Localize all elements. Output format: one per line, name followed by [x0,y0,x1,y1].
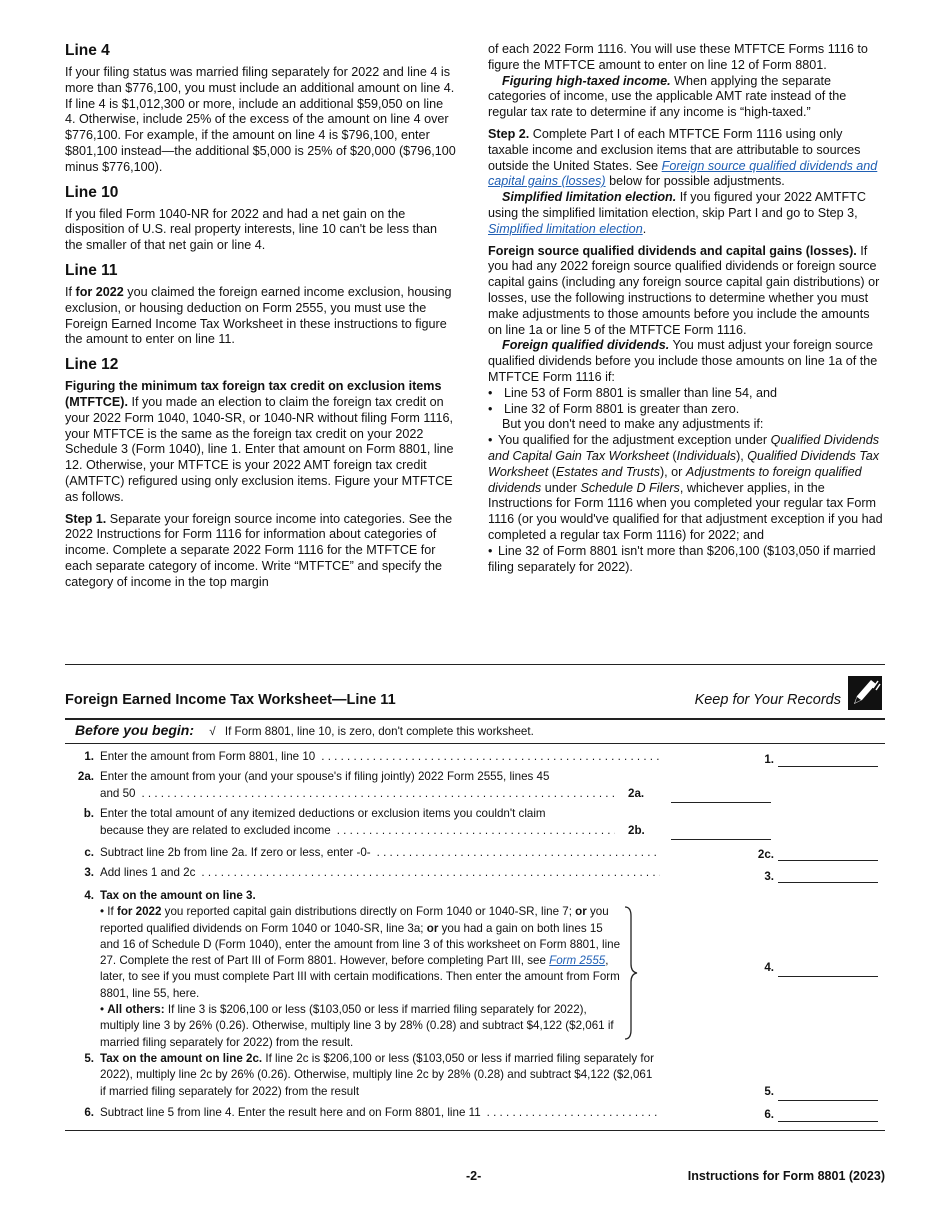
paragraph [65,285,457,348]
text-run: Line 11 [65,261,118,279]
line-1-entry[interactable] [778,766,878,767]
emphasis-text: Qualified Dividends and Capital Gain Tax Worksheet [488,433,880,463]
text-run: You qualified for the adjustment exception under [498,433,771,448]
before-you-begin [75,722,534,740]
paragraph [488,42,886,74]
line-number: b. [83,807,94,820]
right-column [488,42,886,575]
line-2a-entry[interactable] [671,802,771,803]
emphasis-text: All others: [107,1003,165,1017]
line-text: Enter the amount from Form 8801, line 10 [100,750,316,763]
worksheet-rule [65,743,885,744]
footer-title: Instructions for Form 8801 (2023) [687,1169,885,1183]
emphasis-text: Foreign source qualified dividends and capital gains (losses). [488,243,857,258]
line-text: Enter the total amount of any itemized deductions or exclusion items you couldn't claim [100,807,546,820]
line-text: Subtract line 5 from line 4. Enter the result here and on Form 8801, line 11 [100,1106,481,1119]
text-run: Line 4 [65,42,110,59]
left-column [65,42,457,591]
line-number: 4. [84,889,94,902]
line-number: 2a. [77,770,94,783]
dot-leader [201,865,660,881]
paragraph [488,338,886,385]
line-label: 1. [764,753,774,766]
section-heading [65,42,457,60]
emphasis-text: or [575,905,587,919]
bullet-item [488,433,886,544]
emphasis-text: for 2022 [75,284,124,299]
before-you-begin-label: Before you begin: [75,722,195,738]
paragraph [488,74,886,121]
emphasis-text: Step 1. [65,511,107,526]
paragraph [488,244,886,339]
text-run: Line 12 [65,356,119,374]
text-run: you reported capital gain distributions directly on Form 1040 or 1040-SR, line 7; [161,905,576,919]
paragraph [488,190,886,237]
emphasis-text: Estates and Trusts [555,464,660,479]
line-label: 2a. [628,787,645,800]
text-run: If you had any 2022 foreign source qualified dividends or foreign source capital gains (including any foreign source capital gain distributions) or losses, use the following instructions to determine whether you must make adjustments to those amounts before you include the amounts on line 1a or line 5 of the MTFTCE Form 1116. [488,243,880,337]
text-run: under [541,480,581,495]
cross-reference-link[interactable]: Foreign source qualified dividends and capital gains (losses) [488,158,878,189]
before-you-begin-text: If Form 8801, line 10, is zero, don't complete this worksheet. [224,725,534,738]
bullet-item [488,402,886,418]
emphasis-text: Simplified limitation election. [502,190,677,205]
emphasis-text: Figuring the minimum tax foreign tax credit on exclusion items (MTFTCE). [65,379,442,409]
section-heading [65,184,457,202]
text-run: below for possible adjustments. [605,174,785,189]
text-run: you had a gain on both lines 15 and 16 of Schedule D (Form 1040), enter the amount from line 3 of this worksheet on Form 8801, line 27. Complete the rest of Part III of Form 8801. However, before completing Part III, see [100,921,621,968]
line-number: 3. [84,866,94,879]
line-5-entry[interactable] [778,1100,878,1101]
line-number: 1. [84,750,94,763]
dot-leader [141,786,615,802]
worksheet-rule [65,718,885,720]
line-number: 6. [84,1106,94,1119]
emphasis-text: Foreign qualified dividends. [502,338,670,353]
line-label: 3. [764,870,774,883]
text-run: you reported qualified dividends on Form 1040 or 1040-SR, line 3a; [100,905,609,935]
dot-leader [487,1105,660,1121]
text-run: Line 32 of Form 8801 is greater than zero. [504,401,740,416]
text-run: . [642,221,647,236]
paragraph [65,512,457,591]
paragraph [488,417,886,433]
dot-leader [337,823,615,839]
text-run: Complete Part I of each MTFTCE Form 1116 using only taxable income and exclusion items that are attributable to sources outside the United States. See [488,126,861,173]
brace-icon [623,906,639,1040]
paragraph [65,207,457,254]
text-run: When applying the separate categories of income, use the applicable AMT rate instead of the regular tax rate to determine if any income is “high-taxed.” [488,73,847,120]
text-run: Line 53 of Form 8801 is smaller than line 54, and [504,385,778,400]
line-number: c. [84,846,94,859]
text-run: Line 32 of Form 8801 isn't more than $206,100 ($103,050 if married filing separately for 2022). [488,543,876,574]
text-run: If you made an election to claim the foreign tax credit on your 2022 Form 1040, 1040-SR, or 1040-NR without filing Form 1116, your MTFTCE is the same as the foreign tax credit on your 2022 Schedule 3 (Form 1040), line 1. Enter that amount on Form 8801, line 12. Otherwise, your MTFTCE is your 2022 AMT foreign tax credit (AMTFTC) refigured using only exclusion items. Figure your MTFTCE as follows. [65,394,454,504]
emphasis-text: Tax on the amount on line 2c. [100,1052,263,1065]
emphasis-text: Step 2. [488,126,530,141]
emphasis-text: Figuring high-taxed income. [502,73,671,88]
check-icon: √ [209,725,216,738]
text-run: If line 3 is $206,100 or less ($103,050 or less if married filing separately for 2022), multiply line 3 by 26% (0.26). Otherwise, multiply line 3 by 28% (0.28) and subtract $4,122 ($2,061 if married filing separately for 2022) from the result. [100,1003,614,1049]
line-text [100,1051,660,1100]
line-label: 6. [764,1108,774,1121]
line-number: 5. [84,1052,94,1065]
worksheet-bottom-rule [65,1130,885,1131]
text-run: But you don't need to make any adjustments if: [502,417,764,432]
line-text [100,888,625,1051]
text-run: If line 2c is $206,100 or less ($103,050 or less if married filing separately for 2022), multiply line 2c by 26% (0.26). Otherwise, multiply line 2c by 28% (0.28) and subtract $4,122 ($2,061 if married filing separately for 2022) from the result [100,1052,654,1098]
emphasis-text: Tax on the amount on line 3. [100,889,256,902]
line-text: and 50 [100,787,136,800]
line-text: Add lines 1 and 2c [100,866,196,879]
text-run: If you figured your 2022 AMTFTC using the simplified limitation election, skip Part I and go to Step 3, [488,190,866,220]
line-2b-entry[interactable] [671,839,771,840]
line-text: Subtract line 2b from line 2a. If zero or less, enter -0- [100,846,371,859]
text-run: ), [736,448,748,463]
text-run: • [100,1003,108,1017]
text-run: ( [548,464,556,479]
emphasis-text: for 2022 [116,905,162,919]
pencil-icon [848,676,882,710]
text-run: ( [668,448,677,463]
dot-leader [377,845,660,861]
line-label: 4. [764,961,774,974]
page-number: -2- [466,1169,482,1183]
text-run: If [65,284,76,299]
emphasis-text: or [426,921,439,935]
line-6-entry[interactable] [778,1121,878,1122]
line-text: because they are related to excluded income [100,824,331,837]
line-4-entry[interactable] [778,976,878,977]
cross-reference-link[interactable]: Form 2555 [549,954,606,968]
bullet-item [488,544,886,576]
text-run: Separate your foreign source income into categories. See the 2022 Instructions for Form 1116 for information about categories of income. Complete a separate 2022 Form 1116 for the MTFTCE for each separate category of income. Write “MTFTCE” and specify the category of income in the top margin [65,511,453,589]
section-divider [65,664,885,665]
cross-reference-link[interactable]: Simplified limitation election [488,221,643,236]
line-2c-entry[interactable] [778,860,878,861]
text-run: ), or [659,464,686,479]
bullet-item [488,386,886,402]
paragraph [65,65,457,176]
line-label: 2c. [757,848,774,861]
line-3-entry[interactable] [778,882,878,883]
emphasis-text: Qualified Dividends Tax Worksheet [488,448,880,479]
text-run: • If [100,905,117,919]
line-label: 5. [764,1085,774,1098]
emphasis-text: Individuals [676,448,737,463]
line-label: 2b. [628,824,645,837]
line-text: Enter the amount from your (and your spouse's if filing jointly) 2022 Form 2555, lines 45 [100,770,550,783]
section-heading [65,356,457,374]
section-heading [65,262,457,280]
dot-leader [321,749,660,765]
emphasis-text: Schedule D Filers [580,480,680,495]
paragraph [488,127,886,190]
text-run: Line 10 [65,183,119,201]
text-run: If your filing status was married filing separately for 2022 and line 4 is more than $776,100, you must include an additional amount on line 4. If line 4 is $1,012,300 or more, include an additional $59,050 on line 4. Otherwise, include 25% of the excess of the amount on line 4 over $776,100. For example, if the amount on line 4 is $796,100, enter $801,100 instead—the additional $5,000 is 25% of $20,000 ($796,100 minus $776,100). [65,65,456,174]
text-run: You must adjust your foreign source qualified dividends before you include those amounts on line 1a of the MTFTCE Form 1116 if: [488,338,878,384]
text-run: of each 2022 Form 1116. You will use these MTFTCE Forms 1116 to figure the MTFTCE amount to enter on line 12 of Form 8801. [488,42,868,72]
paragraph [65,379,457,505]
keep-for-records: Keep for Your Records [694,692,841,708]
text-run: you claimed the foreign earned income exclusion, housing exclusion, or housing deduction on Form 2555, you must use the Foreign Earned Income Tax Worksheet in these instructions to figure the amount to enter on line 11. [65,284,452,347]
worksheet-title: Foreign Earned Income Tax Worksheet—Line 11 [65,692,396,708]
text-run: , whichever applies, in the Instructions for Form 1116 when you completed your regular tax Form 1116 (or you would've qualified for that adjustment exception if you had completed a regular tax Form 1116) for 2022; and [488,480,883,542]
emphasis-text: Adjustments to foreign qualified dividends [488,464,862,495]
text-run: , later, to see if you must complete Part III with certain modifications. Then enter the amount from Form 8801, line 55, here. [100,954,620,1000]
text-run: If you filed Form 1040-NR for 2022 and had a net gain on the disposition of U.S. real property interests, line 10 can't be less than the smaller of that net gain or line 4. [65,206,438,253]
